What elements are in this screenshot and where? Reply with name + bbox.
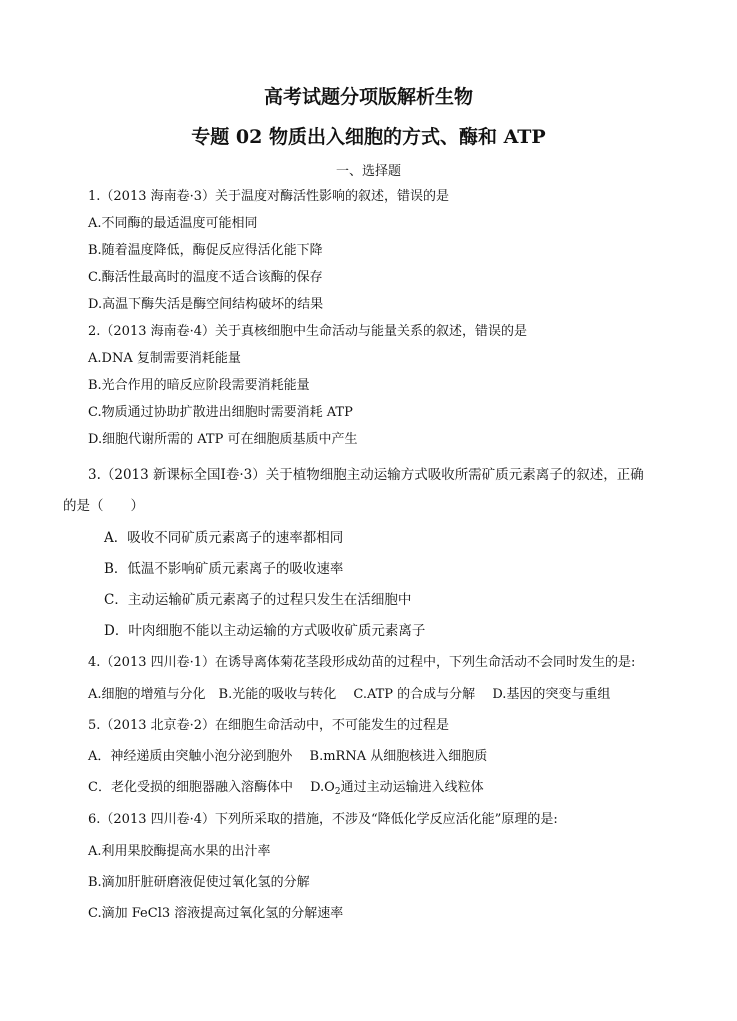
question-2-option-b: B.光合作用的暗反应阶段需要消耗能量 xyxy=(88,378,310,393)
question-5-row-2-text: C．老化受损的细胞器融入溶酶体中 D.O xyxy=(88,780,335,795)
question-2-option-a: A.DNA 复制需要消耗能量 xyxy=(88,351,241,366)
question-2-stem: 2.（2013 海南卷·4）关于真核细胞中生命活动与能量关系的叙述，错误的是 xyxy=(88,324,528,339)
section-heading: 一、选择题 xyxy=(335,164,401,179)
question-6-option-c: C.滴加 FeCl3 溶液提高过氧化氢的分解速率 xyxy=(88,906,344,921)
question-3-option-b: B．低温不影响矿质元素离子的吸收速率 xyxy=(104,561,344,577)
question-1-option-a: A.不同酶的最适温度可能相同 xyxy=(88,216,258,231)
question-4-options: A.细胞的增殖与分化 B.光能的吸收与转化 C.ATP 的合成与分解 D.基因的突变与重组 xyxy=(88,687,611,702)
question-3-stem: 3.（2013 新课标全国Ⅰ卷·3）关于植物细胞主动运输方式吸收所需矿质元素离子的叙述，正确 xyxy=(88,467,644,483)
question-1-option-b: B.随着温度降低，酶促反应得活化能下降 xyxy=(88,243,323,258)
question-6-stem: 6.（2013 四川卷·4）下列所采取的措施，不涉及“降低化学反应活化能”原理的是: xyxy=(88,812,558,827)
question-2-option-d: D.细胞代谢所需的 ATP 可在细胞质基质中产生 xyxy=(88,432,358,447)
question-4-stem: 4.（2013 四川卷·1）在诱导离体菊花茎段形成幼苗的过程中，下列生命活动不会同时发生的是: xyxy=(88,655,636,670)
question-5-options-row-1: A．神经递质由突触小泡分泌到胞外 B.mRNA 从细胞核进入细胞质 xyxy=(88,749,488,764)
oxygen-subscript: 2 xyxy=(334,787,341,797)
question-5-stem: 5.（2013 北京卷·2）在细胞生命活动中，不可能发生的过程是 xyxy=(88,718,450,733)
question-3-option-c: C．主动运输矿质元素离子的过程只发生在活细胞中 xyxy=(104,592,412,608)
document-subtitle: 专题 02 物质出入细胞的方式、酶和 ATP xyxy=(191,126,546,148)
question-1-option-c: C.酶活性最高时的温度不适合该酶的保存 xyxy=(88,270,323,285)
question-3-option-d: D．叶肉细胞不能以主动运输的方式吸收矿质元素离子 xyxy=(104,623,426,639)
document-title: 高考试题分项版解析生物 xyxy=(263,86,473,108)
question-3-option-a: A．吸收不同矿质元素离子的速率都相同 xyxy=(104,530,344,546)
question-1-option-d: D.高温下酶失活是酶空间结构破坏的结果 xyxy=(88,297,324,312)
question-6-option-b: B.滴加肝脏研磨液促使过氧化氢的分解 xyxy=(88,875,310,890)
question-3-stem-continued: 的是（ ） xyxy=(63,498,144,514)
question-6-option-a: A.利用果胶酶提高水果的出汁率 xyxy=(88,844,271,859)
question-5-options-row-2 xyxy=(88,779,484,801)
question-1-stem: 1.（2013 海南卷·3）关于温度对酶活性影响的叙述，错误的是 xyxy=(88,189,450,204)
question-5-row-2-text-end: 通过主动运输进入线粒体 xyxy=(340,780,484,795)
question-2-option-c: C.物质通过协助扩散进出细胞时需要消耗 ATP xyxy=(88,405,353,420)
